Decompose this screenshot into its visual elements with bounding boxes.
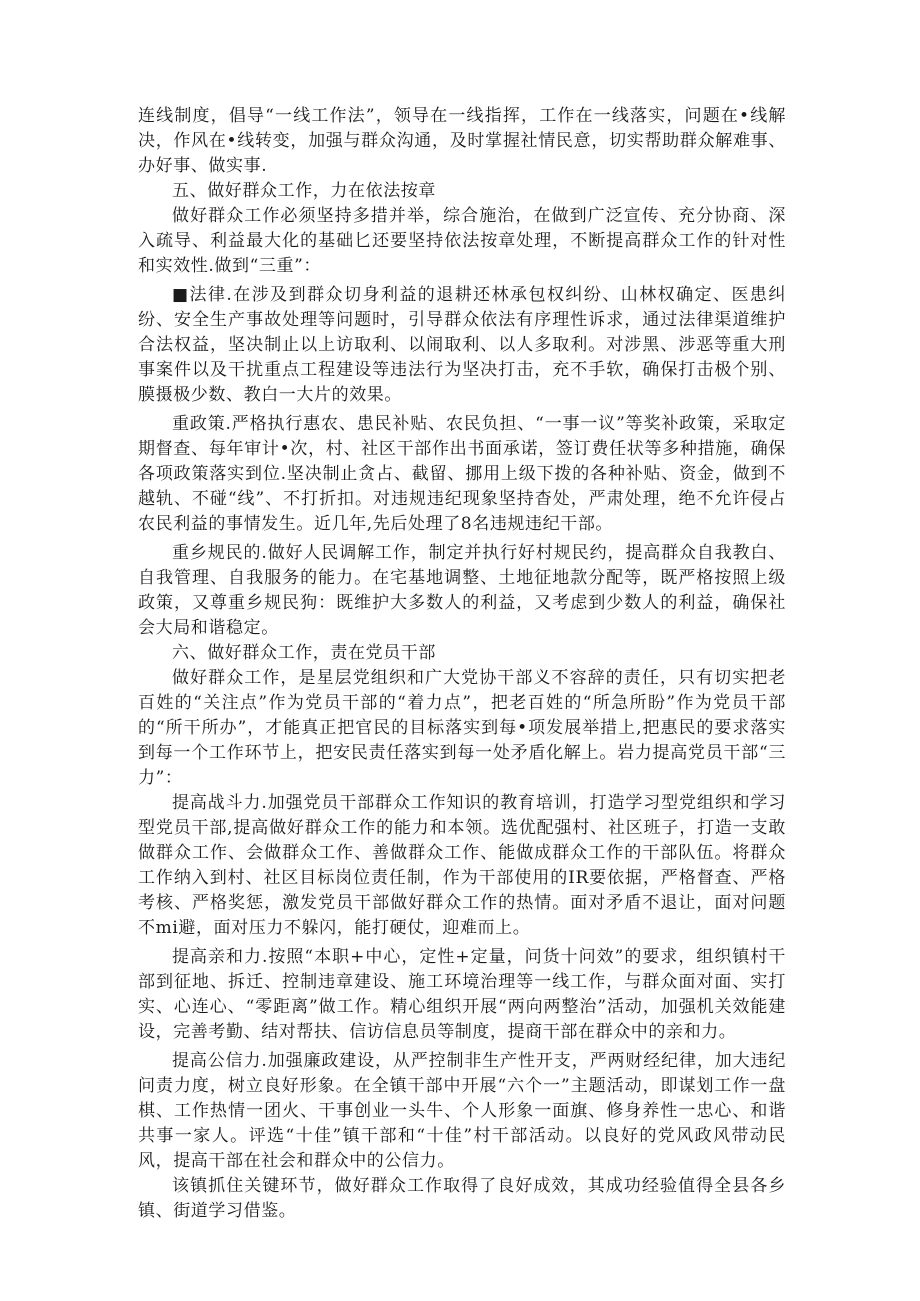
paragraph-combat-power: 提高战斗力.加强党员干部群众工作知识的教育培训，打造学习型党组织和学习型党员干部,提高做好群众工作的能力和本领。选优配强村、社区班子，打造一支敢做群众工作、会做群众工作、善做群众工作、能做成群众工作的干部队伍。将群众工作纳入到村、社区目标岗位责任制，作为干部使用的IR要依据，严格督查、严格考核、严格奖惩，激发党员干部做好群众工作的热情。面对矛盾不退让，面对问题不mi避，面对压力不躲闪，能打硬仗，迎难而上。	[138, 793, 786, 938]
paragraph: 做好群众工作，是星层党组织和广大党协干部义不容辞的责任，只有切实把老百姓的“关注点”作为党员干部的“着力点”，把老百姓的“所急所盼”作为党员干部的“所干所办”，才能真正把官民的目标落实到每•项发展举措上,把惠民的要求落实到每一个工作环节上，把安民责任落实到每一处矛盾化解上。岩力提高党员干部“三力”：	[138, 668, 786, 788]
paragraph-credibility: 提高公信力.加强廉政建设，从严控制非生产性开支，严两财经纪律，加大违纪问责力度，树立良好形象。在全镇干部中开展“六个一”主题活动，即谋划工作一盘棋、工作热情一团火、干事创业一头牛、个人形象一面旗、修身养性一忠心、和谐共事一家人。评选“十佳”镇干部和“十佳”村干部活动。以良好的党风政风带动民风，提高干部在社会和群众中的公信力。	[138, 1051, 786, 1171]
paragraph: 做好群众工作必须坚持多措并举，综合施治，在做到广泛宣传、充分协商、深入疏导、利益最大化的基础匕还要坚持依法按章处理，不断提高群众工作的针对性和实效性.做到“三重”：	[138, 206, 786, 276]
section-heading-five: 五、做好群众工作，力在依法按章	[172, 181, 436, 201]
section-heading-six: 六、做好群众工作，责在党员干部	[172, 643, 436, 663]
paragraph-village-rules: 重乡规民的.做好人民调解工作，制定并执行好村规民约，提高群众自我教白、自我管理、自我服务的能力。在宅基地调整、土地征地款分配等，既严格按照上级政策，又尊重乡规民狗：既维护大多数人的利益，又考虑到少数人的利益，确保社会大局和谐稳定。	[138, 543, 786, 638]
paragraph-policy: 重政策.严格执行惠农、患民补贴、农民负担、“一事一议”等奖补政策，采取定期督查、每年审计•次，村、社区干部作出书面承诺，签订费任状等多种措施，确保各项政策落实到位.坚决制止贪占、截留、挪用上级下拨的各种补贴、资金，做到不越轨、不碰“线”、不打折扣。对违规违纪现象坚持杳处，严肃处理，绝不允许侵占农民利益的事情发生。近几年,先后处理了8名违规违纪干部。	[138, 414, 786, 534]
paragraph-affinity: 提高亲和力.按照“本职+中心，定性+定量，问货十问效”的要求，组织镇村干部到征地、拆迁、控制违章建设、施工环境治理等一线工作，与群众面对面、实打实、心连心、“零距离”做工作。精心组织开展“两向两整治”活动，加强机关效能建设，完善考勤、结对帮扶、信访信息员等制度，提商干部在群众中的亲和力。	[138, 947, 786, 1042]
paragraph-conclusion: 该镇抓住关键环节，做好群众工作取得了良好成效，其成功经验值得全县各乡镇、街道学习借鉴。	[138, 1176, 786, 1221]
document-body	[138, 104, 786, 1224]
paragraph-law: ■法律.在涉及到群众切身利益的退耕还林承包权纠纷、山林权确定、医患纠纷、安全生产事故处理等问题时，引导群众依法有序理性诉求，通过法律渠道维护合法权益，坚决制止以上访取利、以闹取利、以人多取利。对涉黑、涉恶等重大刑事案件以及干扰重点工程建设等违法行为坚决打击，充不手软，确保打击极个别、膜摄极少数、教白一大片的效果。	[138, 285, 786, 405]
paragraph-continuation: 连线制度，倡导“一线工作法”，领导在一线指挥，工作在一线落实，问题在•线解决，作风在•线转变，加强与群众沟通，及时掌握社情民意，切实帮助群众解难事、办好事、做实事.	[138, 106, 786, 176]
